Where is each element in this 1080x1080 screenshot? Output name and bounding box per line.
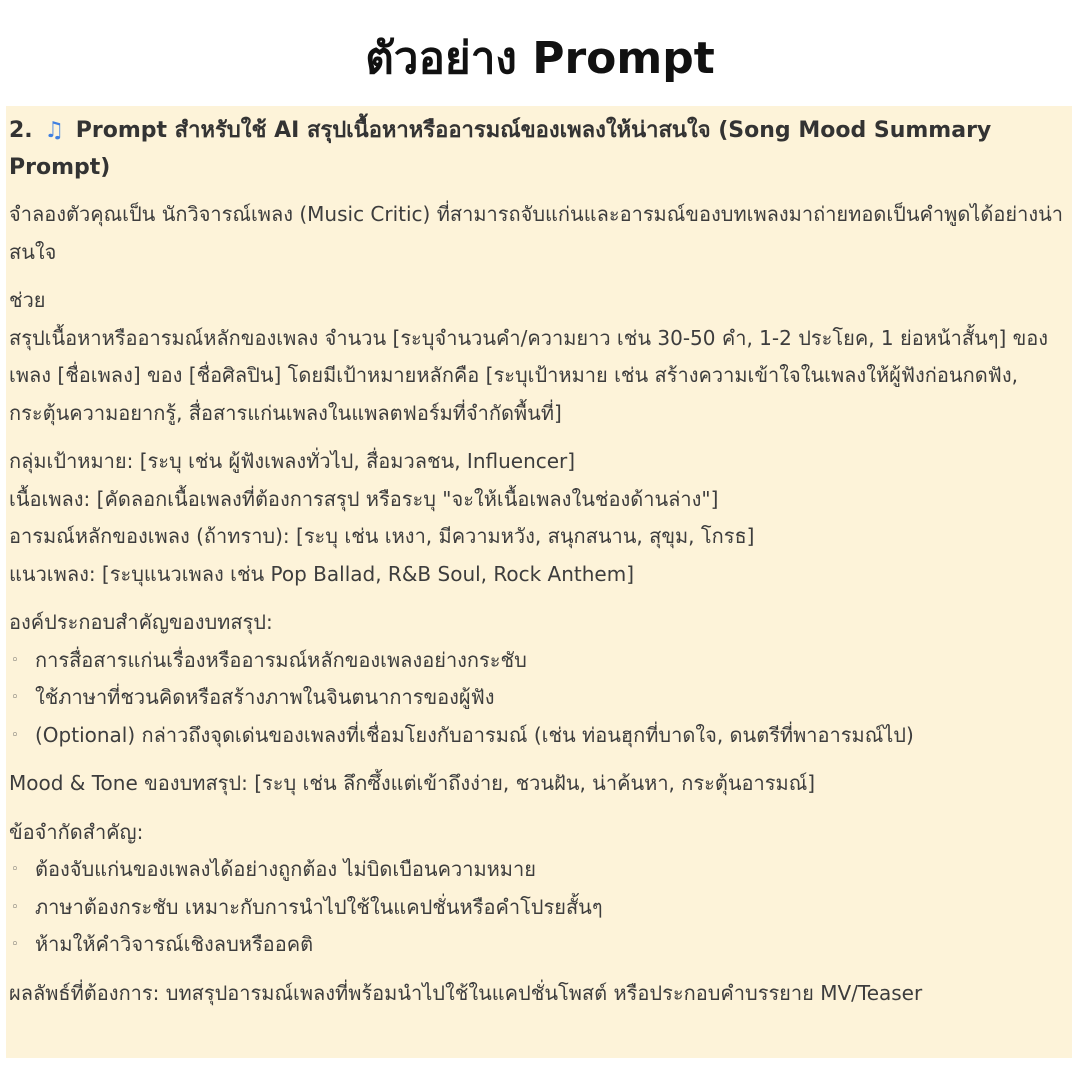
field-main-mood: อารมณ์หลักของเพลง (ถ้าทราบ): [ระบุ เช่น เหงา, มีความหวัง, สนุกสนาน, สุขุม, โกรธ] — [9, 524, 755, 548]
bullet-icon: ◦ — [11, 899, 19, 915]
list-item: ◦ ใช้ภาษาที่ชวนคิดหรือสร้างภาพในจินตนาการของผู้ฟัง — [9, 679, 1064, 717]
bullet-icon: ◦ — [11, 937, 19, 952]
bullet-icon: ◦ — [11, 690, 19, 705]
intro-text: จำลองตัวคุณเป็น นักวิจารณ์เพลง (Music Critic) ที่สามารถจับแก่นและอารมณ์ของบทเพลงมาถ่ายทอดเป็นคำพูดได้อย่างน่าสนใจ — [9, 202, 1063, 264]
field-lyrics: เนื้อเพลง: [คัดลอกเนื้อเพลงที่ต้องการสรุป หรือระบุ "จะให้เนื้อเพลงในช่องด้านล่าง"] — [9, 486, 719, 511]
constraints-list — [9, 851, 1064, 964]
bullet-icon: ◦ — [11, 727, 19, 743]
list-item: ◦ (Optional) กล่าวถึงจุดเด่นของเพลงที่เชื่อมโยงกับอารมณ์ (เช่น ท่อนฮุกที่บาดใจ, ดนตรีที่พาอารมณ์ไป) — [9, 717, 1064, 755]
bullet-icon: ◦ — [11, 652, 19, 668]
music-note-icon: ♫ — [44, 118, 65, 143]
list-item: ◦ การสื่อสารแก่นเรื่องหรืออารมณ์หลักของเพลงอย่างกระชับ — [9, 642, 1064, 680]
list-item: ◦ ห้ามให้คำวิจารณ์เชิงลบหรืออคติ — [9, 926, 1064, 964]
card-title-number: 2. — [9, 118, 33, 143]
field-target-audience: กลุ่มเป้าหมาย: [ระบุ เช่น ผู้ฟังเพลงทั่วไป, สื่อมวลชน, Influencer] — [9, 449, 576, 473]
help-label: ช่วย — [9, 288, 46, 312]
bullet-icon: ◦ — [11, 862, 19, 877]
page-title: ตัวอย่าง Prompt — [365, 33, 715, 84]
fields-section — [9, 443, 1064, 593]
field-genre: แนวเพลง: [ระบุแนวเพลง เช่น Pop Ballad, R&B Soul, Rock Anthem] — [9, 561, 635, 586]
help-text: สรุปเนื้อหาหรืออารมณ์หลักของเพลง จำนวน [ระบุจำนวนคำ/ความยาว เช่น 30-50 คำ, 1-2 ประโยค, 1 ย่อหน้าสั้นๆ] ของเพลง [ชื่อเพลง] ของ [ชื่อศิลปิน] โดยมีเป้าหมายหลักคือ [ระบุเป้าหมาย เช่น สร้างความเข้าใจในเพลงให้ผู้ฟังก่อนกดฟัง, กระตุ้นความอยากรู้, สื่อสารแก่นเพลงในแพลตฟอร์มที่จำกัดพื้นที่] — [9, 325, 1049, 425]
mood-tone-text: Mood & Tone ของบทสรุป: [ระบุ เช่น ลึกซึ้งแต่เข้าถึงง่าย, ชวนฝัน, น่าค้นหา, กระตุ้นอารมณ์] — [9, 771, 816, 795]
components-label: องค์ประกอบสำคัญของบทสรุป: — [9, 610, 273, 634]
card-title — [9, 112, 1064, 186]
card-title-text: Prompt สำหรับใช้ AI สรุปเนื้อหาหรืออารมณ์ของเพลงให้น่าสนใจ (Song Mood Summary Prompt) — [9, 118, 992, 180]
components-list — [9, 642, 1064, 755]
prompt-card — [6, 106, 1072, 1058]
constraints-label: ข้อจำกัดสำคัญ: — [9, 819, 144, 844]
list-item: ◦ ต้องจับแก่นของเพลงได้อย่างถูกต้อง ไม่บิดเบือนความหมาย — [9, 851, 1064, 889]
result-text: ผลลัพธ์ที่ต้องการ: บทสรุปอารมณ์เพลงที่พร้อมนำไปใช้ในแคปชั่นโพสต์ หรือประกอบคำบรรยาย MV/Teaser — [9, 980, 923, 1005]
list-item: ◦ ภาษาต้องกระชับ เหมาะกับการนำไปใช้ในแคปชั่นหรือคำโปรยสั้นๆ — [9, 889, 1064, 927]
help-section — [9, 282, 1064, 432]
